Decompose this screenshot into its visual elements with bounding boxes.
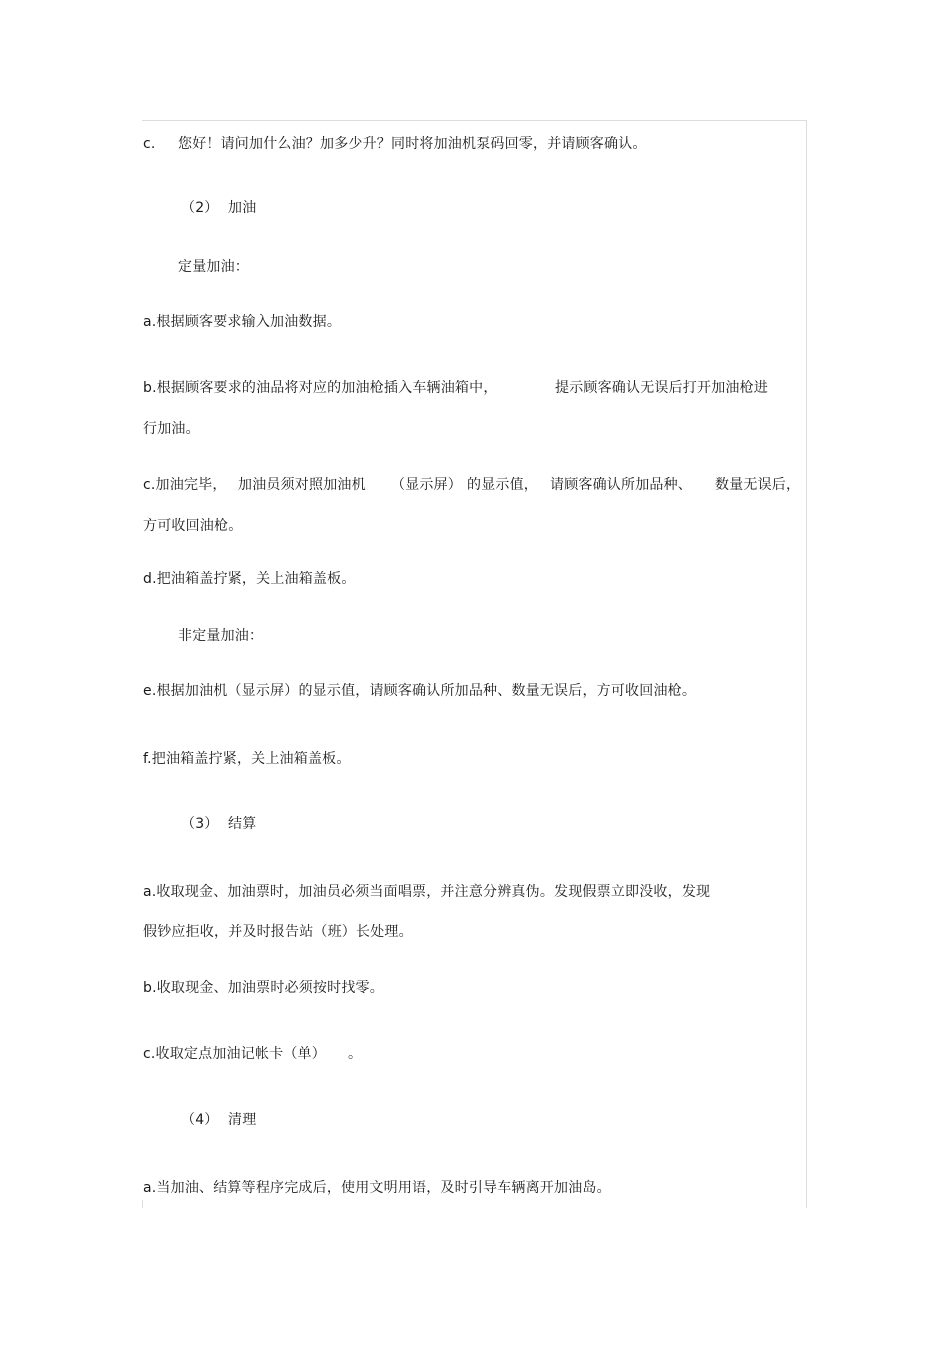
section-heading-settlement [143,815,257,869]
subheading-fixed-quantity: 定量加油： [178,259,249,275]
paragraph-settle-a-cont: 假钞应拒收，并及时报告站（班）长处理。 [143,924,413,940]
paragraph-settle-b: b.收取现金、加油票时必须按时找零。 [143,980,384,996]
paragraph-fixed-c: c.加油完毕， 加油员须对照加油机 （显示屏） 的显示值， 请顾客确认所加品种、 数量无误后， [143,477,801,493]
subheading-non-fixed: 非定量加油： [178,628,264,644]
paragraph-nonfixed-e: e.根据加油机（显示屏）的显示值，请顾客确认所加品种、数量无误后，方可收回油枪。 [143,683,697,699]
section-number: （4） [181,1112,219,1128]
paragraph-fixed-d: d.把油箱盖拧紧，关上油箱盖板。 [143,571,356,587]
paragraph-settle-c: c.收取定点加油记帐卡（单） 。 [143,1046,363,1062]
page-frame-top [142,120,807,121]
section-title: 加油 [228,200,257,216]
paragraph-fixed-c-cont: 方可收回油枪。 [143,518,243,534]
page-frame-right [806,120,807,1208]
paragraph-fixed-a: a.根据顾客要求输入加油数据。 [143,314,342,330]
section-title: 清理 [228,1112,257,1128]
paragraph-fixed-b: b.根据顾客要求的油品将对应的加油枪插入车辆油箱中， 提示顾客确认无误后打开加油枪进 [143,380,768,396]
section-title: 结算 [228,816,257,832]
paragraph-settle-a: a.收取现金、加油票时，加油员必须当面唱票，并注意分辨真伪。发现假票立即没收，发现 [143,884,711,900]
section-heading-refuel [143,199,257,253]
greeting-text: 您好！请问加什么油？加多少升？同时将加油机泵码回零，并请顾客确认。 [178,136,647,152]
item-marker: c. [143,136,156,152]
paragraph-cleanup-a: a.当加油、结算等程序完成后，使用文明用语，及时引导车辆离开加油岛。 [143,1180,611,1196]
paragraph-nonfixed-f: f.把油箱盖拧紧，关上油箱盖板。 [143,751,351,767]
section-number: （3） [181,816,219,832]
paragraph-greeting [143,135,647,189]
section-number: （2） [181,200,219,216]
paragraph-fixed-b-cont: 行加油。 [143,421,200,437]
section-heading-cleanup [143,1111,257,1165]
